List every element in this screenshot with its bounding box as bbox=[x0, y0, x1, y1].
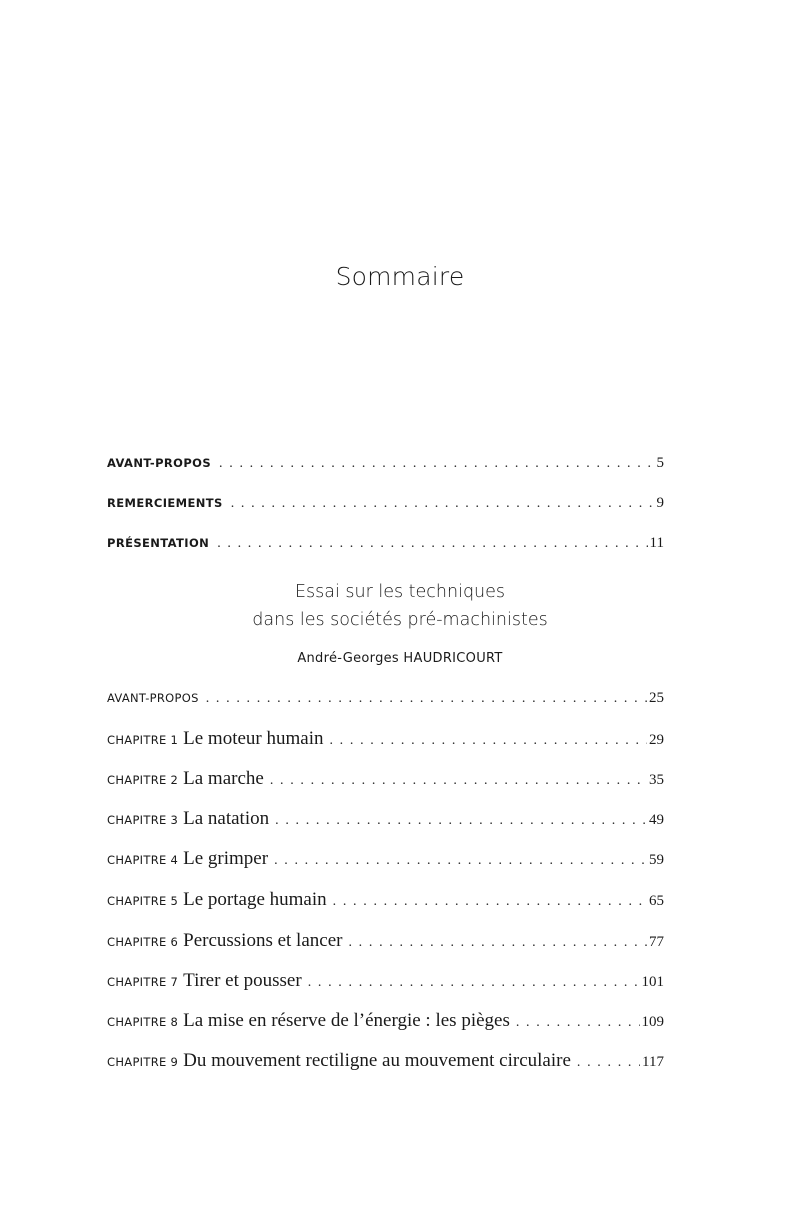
chapter-label: CHAPITRE 4 bbox=[107, 853, 179, 867]
chapter-label: CHAPITRE 2 bbox=[107, 773, 179, 787]
toc-page-number: 29 bbox=[649, 732, 664, 748]
toc-entry-avant-propos[interactable] bbox=[107, 455, 664, 479]
chapter-title: Percussions et lancer bbox=[183, 930, 343, 951]
essay-author: André-Georges HAUDRICOURT bbox=[297, 651, 503, 666]
chapter-title: La natation bbox=[183, 808, 270, 829]
chapter-title: La mise en réserve de l’énergie : les pièges bbox=[183, 1010, 510, 1031]
chapter-label: CHAPITRE 9 bbox=[107, 1055, 179, 1069]
chapter-title: Tirer et pousser bbox=[183, 970, 302, 991]
leader-dots bbox=[333, 894, 647, 910]
toc-entry-chapter-5[interactable] bbox=[107, 889, 664, 913]
chapter-title: La marche bbox=[183, 768, 264, 789]
toc-entry-chapter-8[interactable] bbox=[107, 1010, 664, 1034]
leader-dots bbox=[231, 496, 655, 512]
toc-entry-presentation[interactable] bbox=[107, 535, 664, 559]
toc-page-number: 65 bbox=[649, 893, 664, 909]
toc-page-number: 109 bbox=[641, 1014, 664, 1030]
leader-dots bbox=[206, 691, 647, 707]
leader-dots bbox=[275, 813, 647, 829]
leader-dots bbox=[577, 1055, 640, 1071]
toc-page-number: 35 bbox=[649, 772, 664, 788]
toc-entry-remerciements[interactable] bbox=[107, 495, 664, 519]
toc-entry-chapter-2[interactable] bbox=[107, 768, 664, 792]
toc-page-number: 59 bbox=[649, 852, 664, 868]
chapter-title: Du mouvement rectiligne au mouvement circulaire bbox=[183, 1050, 571, 1071]
toc-entry-chapter-9[interactable] bbox=[107, 1050, 664, 1074]
chapter-label: CHAPITRE 1 bbox=[107, 733, 179, 747]
toc-page-number: 117 bbox=[642, 1054, 664, 1070]
toc-entry-chapter-3[interactable] bbox=[107, 808, 664, 832]
toc-page-number: 49 bbox=[649, 812, 664, 828]
toc-label: PRÉSENTATION bbox=[107, 536, 210, 550]
toc-page-number: 11 bbox=[649, 535, 664, 551]
page-title: Sommaire bbox=[335, 262, 465, 291]
toc-label: REMERCIEMENTS bbox=[107, 496, 223, 510]
leader-dots bbox=[516, 1015, 640, 1031]
toc-label: AVANT-PROPOS bbox=[107, 456, 212, 470]
chapter-label: CHAPITRE 8 bbox=[107, 1015, 179, 1029]
toc-entry-chapter-7[interactable] bbox=[107, 970, 664, 994]
toc-entry-chapter-4[interactable] bbox=[107, 848, 664, 872]
toc-page-number: 25 bbox=[649, 690, 664, 706]
toc-page-number: 9 bbox=[656, 495, 664, 511]
chapter-label: CHAPITRE 6 bbox=[107, 935, 179, 949]
chapter-title: Le portage humain bbox=[183, 889, 327, 910]
essay-title-line-1: Essai sur les techniques bbox=[294, 582, 506, 602]
toc-entry-essay-avant-propos[interactable] bbox=[107, 690, 664, 714]
toc-entry-chapter-1[interactable] bbox=[107, 728, 664, 752]
chapter-label: CHAPITRE 3 bbox=[107, 813, 179, 827]
leader-dots bbox=[270, 773, 647, 789]
toc-page-number: 5 bbox=[656, 455, 664, 471]
leader-dots bbox=[217, 536, 647, 552]
chapter-title: Le grimper bbox=[183, 848, 269, 869]
leader-dots bbox=[219, 456, 654, 472]
toc-page-number: 77 bbox=[649, 934, 664, 950]
leader-dots bbox=[329, 733, 647, 749]
chapter-label: CHAPITRE 7 bbox=[107, 975, 179, 989]
chapter-title: Le moteur humain bbox=[183, 728, 324, 749]
essay-title-line-2: dans les sociétés pré-machinistes bbox=[252, 610, 548, 630]
toc-label: AVANT-PROPOS bbox=[107, 691, 199, 705]
toc-entry-chapter-6[interactable] bbox=[107, 930, 664, 954]
leader-dots bbox=[348, 935, 647, 951]
chapter-label: CHAPITRE 5 bbox=[107, 894, 179, 908]
leader-dots bbox=[274, 853, 647, 869]
toc-page-number: 101 bbox=[641, 974, 664, 990]
leader-dots bbox=[308, 975, 640, 991]
